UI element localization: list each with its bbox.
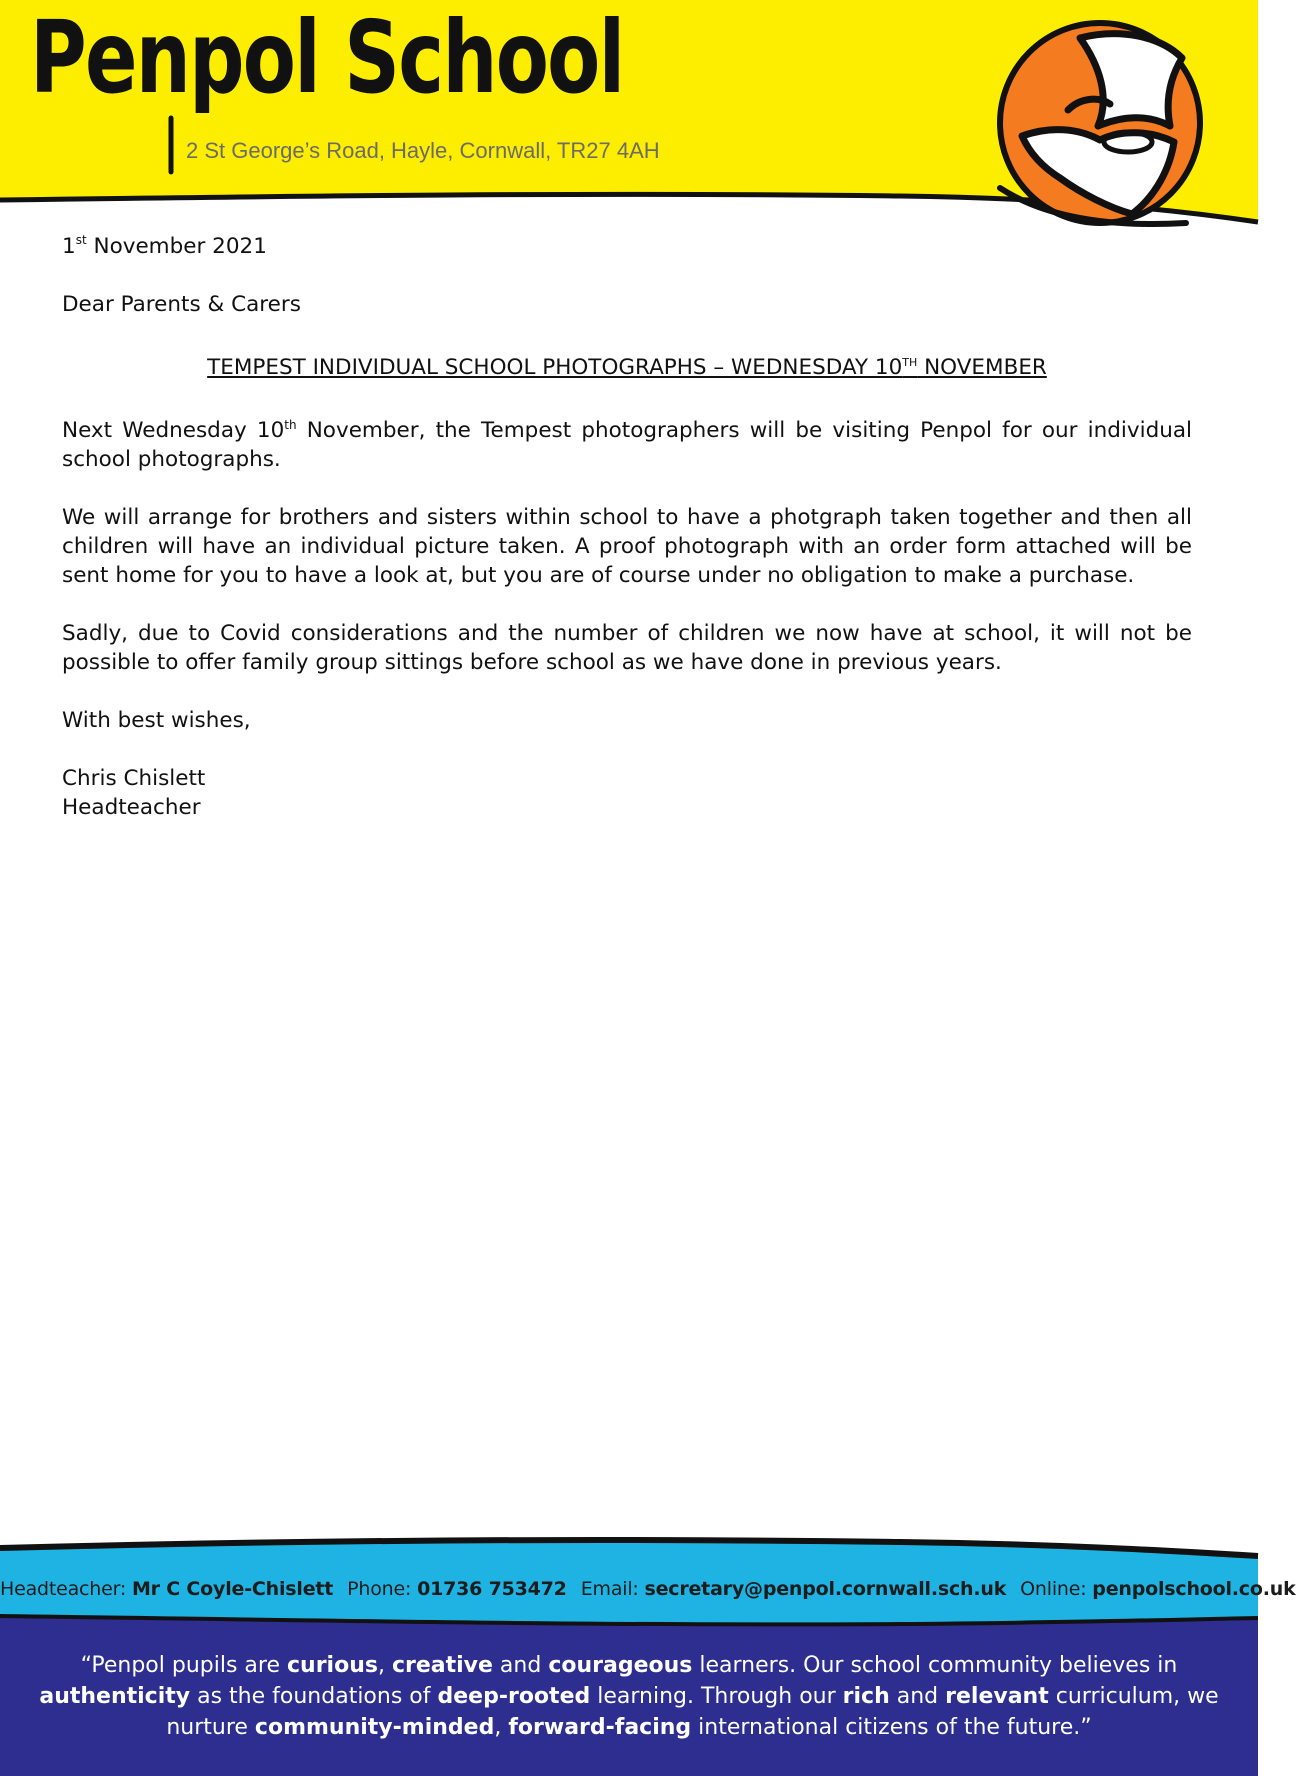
- paragraph-covid: Sadly, due to Covid considerations and the number of children we now have at school, it will not be possible to offer family group sittings before school as we have done in previous years.: [62, 621, 1192, 675]
- closing: With best wishes,: [62, 708, 251, 733]
- email-address[interactable]: secretary@penpol.cornwall.sch.uk: [644, 1578, 1007, 1600]
- ship-sail-logo-icon: [960, 18, 1220, 233]
- descender-line: [0, 0, 200, 180]
- signatory-title: Headteacher: [62, 795, 201, 820]
- letter-footer: [0, 1520, 1296, 1776]
- website-link[interactable]: penpolschool.co.uk: [1092, 1578, 1296, 1600]
- letter-subject: TEMPEST INDIVIDUAL SCHOOL PHOTOGRAPHS – WEDNESDAY 10TH NOVEMBER: [207, 355, 1047, 380]
- school-ethos-quote: “Penpol pupils are curious, creative and courageous learners. Our school community believes in authenticity as the foundations of deep-rooted learning. Through our rich and relevant curriculum, we nurture community-minded, forward-facing international citizens of the future.”: [39, 1653, 1219, 1740]
- letterhead: [0, 0, 1258, 240]
- signatory-name: Chris Chislett: [62, 766, 206, 791]
- signature-block: [62, 764, 1192, 822]
- headteacher-name: Mr C Coyle-Chislett: [131, 1578, 334, 1600]
- school-address: 2 St George’s Road, Hayle, Cornwall, TR27 4AH: [186, 138, 660, 163]
- contact-line: Headteacher: Mr C Coyle-Chislett Phone: 01736 753472 Email: secretary@penpol.cornwall.sch.uk Online: penpolschool.co.uk: [0, 1578, 1296, 1600]
- letter-body: [62, 226, 1192, 822]
- salutation: Dear Parents & Carers: [62, 292, 301, 317]
- phone-number: 01736 753472: [417, 1578, 567, 1600]
- paragraph-visit: Next Wednesday 10th November, the Tempest photographers will be visiting Penpol for our individual school photographs.: [62, 418, 1192, 472]
- letter-date: 1st November 2021: [62, 233, 267, 259]
- school-name: Penpol School: [30, 0, 624, 116]
- paragraph-arrangements: We will arrange for brothers and sisters within school to have a photgraph taken together and then all children will have an individual picture taken. A proof photograph with an order form attached will be sent home for you to have a look at, but you are of course under no obligation to make a purchase.: [62, 505, 1192, 588]
